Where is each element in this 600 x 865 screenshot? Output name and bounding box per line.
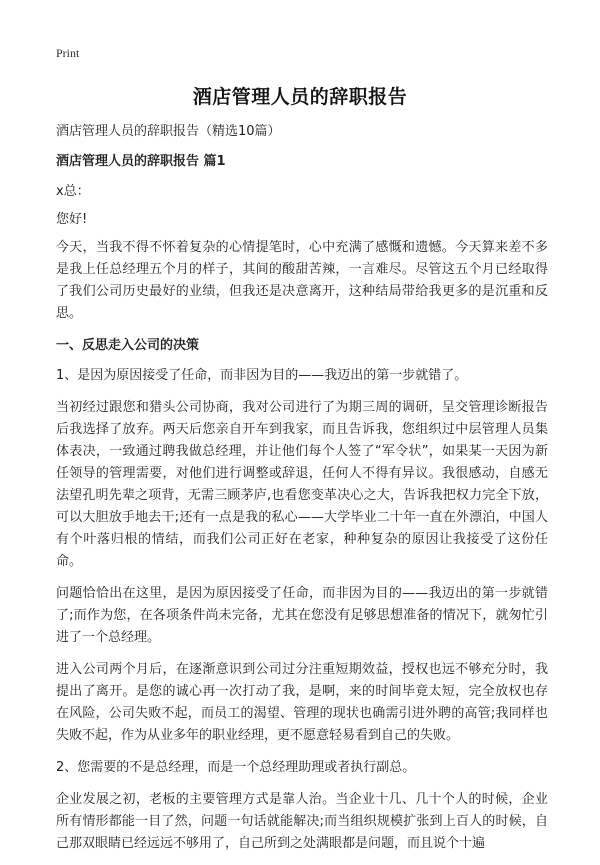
paragraph-point-2: 2、您需要的不是总经理，而是一个总经理助理或者执行副总。 (56, 760, 416, 775)
greeting: 您好! (56, 212, 88, 227)
salutation: x总： (56, 184, 90, 199)
paragraph-problem: 问题恰恰出在这里，是因为原因接受了任命，而非因为目的——我迈出的第一步就错了;而作为您，在各项条件尚未完备，尤其在您没有足够思想准备的情况下，就匆忙引进了一个总经理。 (56, 586, 548, 645)
print-label: Print (56, 46, 80, 60)
document-subtitle: 酒店管理人员的辞职报告（精选10篇） (56, 124, 281, 139)
subsection-heading: 一、反思走入公司的决策 (56, 338, 200, 353)
section-heading: 酒店管理人员的辞职报告 篇1 (56, 154, 226, 169)
paragraph-development: 企业发展之初，老板的主要管理方式是靠人治。当企业十几、几十个人的时候，企业所有情形都能一目了然，问题一句话就能解决;而当组织规模扩张到上百人的时候，自己那双眼睛已经远远不够用了，自己所到之处满眼都是问题，而且说个十遍 (56, 792, 548, 851)
paragraph-intro: 今天，当我不得不怀着复杂的心情提笔时，心中充满了感慨和遗憾。今天算来差不多是我上任总经理五个月的样子，其间的酸甜苦辣，一言难尽。尽管这五个月已经取得了我们公司历史最好的业绩，但我还是决意离开，这种结局带给我更多的是沉重和反思。 (56, 240, 548, 321)
paragraph-point-1: 1、是因为原因接受了任命，而非因为目的——我迈出的第一步就错了。 (56, 368, 468, 383)
paragraph-background: 当初经过跟您和猎头公司协商，我对公司进行了为期三周的调研，呈交管理诊断报告后我选择了放弃。两天后您亲自开车到我家，而且告诉我，您组织过中层管理人员集体表决，一致通过聘我做总经理，并让他们每个人签了“军令状”，如果某一天因为新任领导的管理需要，对他们进行调整或辞退，任何人不得有异议。我很感动，自感无法望孔明先辈之项背，无需三顾茅庐,也看您变革决心之大，告诉我把权力完全下放，可以大胆放手地去干;还有一点是我的私心——大学毕业二十年一直在外漂泊，中国人有个叶落归根的情结，而我们公司正好在老家，种种复杂的原因让我接受了这份任命。 (56, 400, 548, 569)
paragraph-two-months: 进入公司两个月后，在逐渐意识到公司过分注重短期效益，授权也远不够充分时，我提出了离开。是您的诚心再一次打动了我，是啊，来的时间毕竟太短，完全放权也存在风险，公司失败不起，而员工的渴望、管理的现状也确需引进外聘的高管;我同样也失败不起，作为从业多年的职业经理，更不愿意轻易看到自己的失败。 (56, 662, 548, 743)
document-body (56, 121, 548, 865)
document-title: 酒店管理人员的辞职报告 (192, 86, 408, 108)
